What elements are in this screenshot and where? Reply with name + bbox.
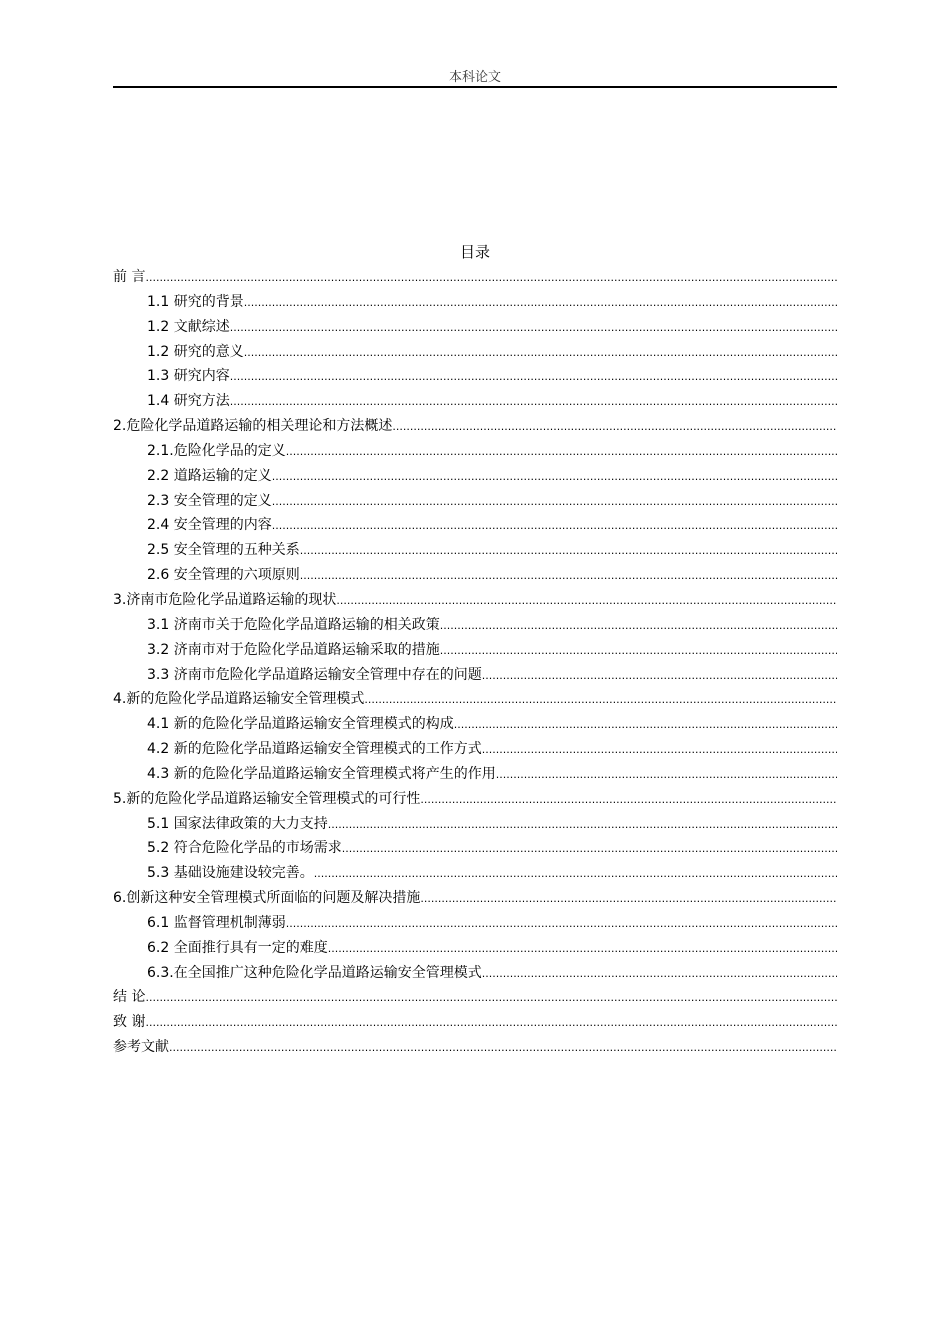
toc-section-entry[interactable] [113, 911, 837, 936]
toc-dot-leader [364, 688, 837, 712]
toc-entry-text: 3.1 济南市关于危险化学品道路运输的相关政策 [147, 616, 440, 633]
toc-entry-text: 1.3 研究内容 [147, 368, 230, 385]
toc-entry-text: 4.1 新的危险化学品道路运输安全管理模式的构成 [147, 716, 454, 733]
page-header-text: 本科论文 [448, 70, 501, 85]
toc-dot-leader [230, 316, 837, 340]
toc-entry-text: 1.2 文献综述 [147, 318, 230, 335]
toc-entry-text: 6.2 全面推行具有一定的难度 [147, 939, 328, 956]
toc-entry-text: 2.6 安全管理的六项原则 [147, 567, 300, 584]
toc-dot-leader [420, 887, 837, 911]
toc-entry-text: 前 言 [113, 269, 146, 285]
toc-section-entry[interactable] [113, 836, 837, 861]
toc-section-entry[interactable] [113, 464, 837, 489]
toc-dot-leader [169, 1036, 837, 1060]
toc-section-entry[interactable] [113, 861, 837, 886]
toc-dot-leader [286, 912, 837, 936]
toc-section-entry[interactable] [113, 364, 837, 389]
toc-chapter-entry[interactable] [113, 265, 837, 290]
toc-chapter-entry[interactable] [113, 1010, 837, 1035]
toc-dot-leader [230, 390, 837, 414]
toc-section-entry[interactable] [113, 961, 837, 986]
toc-dot-leader [286, 440, 837, 464]
toc-dot-leader [300, 539, 837, 563]
toc-section-entry[interactable] [113, 712, 837, 737]
toc-dot-leader [392, 415, 837, 439]
toc-dot-leader [300, 564, 837, 588]
toc-entry-text: 4.2 新的危险化学品道路运输安全管理模式的工作方式 [147, 741, 482, 758]
toc-section-entry[interactable] [113, 315, 837, 340]
toc-dot-leader [440, 614, 837, 638]
toc-entry-text: 2.3 安全管理的定义 [147, 492, 272, 509]
toc-dot-leader [454, 713, 837, 737]
toc-entry-text: 6.3.在全国推广这种危险化学品道路运输安全管理模式 [147, 964, 482, 981]
toc-entry-text: 4.新的危险化学品道路运输安全管理模式 [113, 691, 365, 708]
toc-dot-leader [482, 664, 837, 688]
toc-dot-leader [272, 490, 837, 514]
toc-chapter-entry[interactable] [113, 787, 837, 812]
toc-section-entry[interactable] [113, 563, 837, 588]
toc-section-entry[interactable] [113, 613, 837, 638]
toc-chapter-entry[interactable] [113, 687, 837, 712]
page-header [113, 64, 837, 88]
toc-dot-leader [496, 763, 837, 787]
toc-dot-leader [145, 1011, 837, 1035]
toc-section-entry[interactable] [113, 663, 837, 688]
toc-dot-leader [482, 962, 837, 986]
toc-section-entry[interactable] [113, 762, 837, 787]
toc-entry-text: 5.1 国家法律政策的大力支持 [147, 815, 328, 832]
toc-section-entry[interactable] [113, 812, 837, 837]
toc-title: 目录 [459, 243, 490, 261]
toc-entry-text: 3.济南市危险化学品道路运输的现状 [113, 591, 337, 608]
toc-dot-leader [244, 341, 837, 365]
toc-entry-text: 2.危险化学品道路运输的相关理论和方法概述 [113, 418, 393, 435]
toc-dot-leader [145, 266, 837, 290]
toc-chapter-entry[interactable] [113, 985, 837, 1010]
toc-entry-text: 2.2 道路运输的定义 [147, 467, 272, 484]
toc-chapter-entry[interactable] [113, 414, 837, 439]
toc-entry-text: 2.1.危险化学品的定义 [147, 442, 286, 459]
toc-dot-leader [440, 639, 837, 663]
toc-dot-leader [230, 365, 837, 389]
toc-section-entry[interactable] [113, 638, 837, 663]
toc-chapter-entry[interactable] [113, 1035, 837, 1060]
table-of-contents [113, 265, 837, 1060]
toc-section-entry[interactable] [113, 389, 837, 414]
toc-dot-leader [272, 465, 837, 489]
toc-dot-leader [272, 514, 837, 538]
toc-section-entry[interactable] [113, 489, 837, 514]
toc-section-entry[interactable] [113, 936, 837, 961]
toc-dot-leader [482, 738, 837, 762]
toc-section-entry[interactable] [113, 340, 837, 365]
toc-dot-leader [342, 837, 837, 861]
toc-entry-text: 2.5 安全管理的五种关系 [147, 542, 300, 559]
toc-dot-leader [145, 986, 837, 1010]
toc-dot-leader [244, 291, 837, 315]
toc-entry-text: 1.1 研究的背景 [147, 293, 244, 310]
toc-chapter-entry[interactable] [113, 886, 837, 911]
toc-entry-text: 6.1 监督管理机制薄弱 [147, 914, 286, 931]
toc-chapter-entry[interactable] [113, 588, 837, 613]
toc-entry-text: 结 论 [113, 989, 146, 1006]
toc-entry-text: 5.新的危险化学品道路运输安全管理模式的可行性 [113, 790, 421, 807]
toc-entry-text: 1.2 研究的意义 [147, 343, 244, 360]
toc-dot-leader [328, 937, 837, 961]
toc-section-entry[interactable] [113, 439, 837, 464]
toc-entry-text: 2.4 安全管理的内容 [147, 517, 272, 534]
toc-section-entry[interactable] [113, 737, 837, 762]
toc-section-entry[interactable] [113, 290, 837, 315]
toc-dot-leader [314, 862, 837, 886]
toc-entry-text: 6.创新这种安全管理模式所面临的问题及解决措施 [113, 890, 421, 907]
toc-entry-text: 致 谢 [113, 1014, 146, 1031]
toc-entry-text: 5.3 基础设施建设较完善。 [147, 865, 314, 882]
toc-entry-text: 1.4 研究方法 [147, 393, 230, 410]
toc-entry-text: 3.3 济南市危险化学品道路运输安全管理中存在的问题 [147, 666, 482, 683]
toc-entry-text: 参考文献 [113, 1039, 169, 1056]
toc-entry-text: 5.2 符合危险化学品的市场需求 [147, 840, 342, 857]
toc-entry-text: 3.2 济南市对于危险化学品道路运输采取的措施 [147, 641, 440, 658]
toc-section-entry[interactable] [113, 538, 837, 563]
toc-dot-leader [328, 813, 837, 837]
toc-dot-leader [336, 589, 837, 613]
toc-dot-leader [420, 788, 837, 812]
toc-entry-text: 4.3 新的危险化学品道路运输安全管理模式将产生的作用 [147, 765, 496, 782]
toc-section-entry[interactable] [113, 513, 837, 538]
